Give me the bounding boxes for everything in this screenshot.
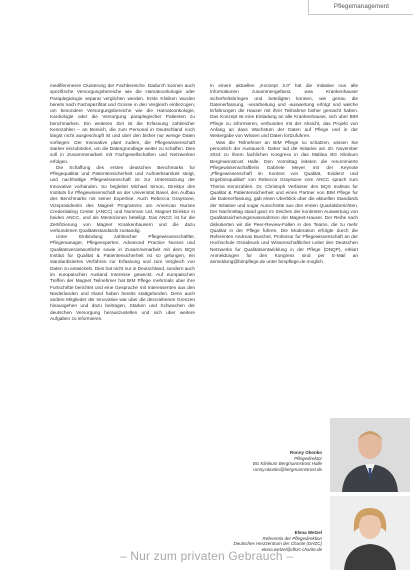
person-email: elena.wetzel@dhzc-charite.de	[261, 546, 322, 552]
person-silhouette-icon	[330, 418, 410, 492]
portrait-photo-1	[330, 418, 410, 492]
section-header: Pflegemanagement	[308, 0, 413, 15]
person-role: Pflegedirektor	[294, 455, 322, 461]
watermark: – Nur zum privaten Gebrauch –	[119, 549, 294, 563]
paragraph: In einem aktuellen „Konzept 2.0“ hat die Initiative nun alle Informationen zusammengefasst, was Krankenhauser sicherheitsbringen und beteiligten konnen, wie genau die Datenerfassung, -verarbeitung und -auswertung erfolgt und welche Erfahrungen die Hauser mit ihrer Teilnahme bisher gemacht haben. Das Konzept ist eine Einladung an alle Krankenhauser, sich uber BIM Pflege zu informieren, verbunden mit der Absicht, das Projekt von Anfang an dass Wachstum der Daten auf Pflege und in der Weitergabe von Wissen und Daten fortzufuhren.	[210, 84, 358, 140]
paragraph: Unter Einbindung zahlreicher Pflegewissenschaftler, Pflegemanager, Pflegeexperten, Advanced Practice Nurses und Qualitatsverantwortliche sowie in Zusammenarbeit mit dem BQS Institut fur Qualitat & Patientensicherheit ist so gelungen, ein standardisiertes Verfahren zur Erfassung und zum Vergleich von Daten zu entwickeln. Dies hat nicht nur in Deutschland, sondern auch im europaischen Ausland Interesse geweckt. Auf europaischen Treffen der Magnet Teilnehmer hat BIM Pflege mehrmals uber ihre Fortschritte berichtet und eine Gesprache mit Interessenten aus den Niederlanden und Irland haben bereits stattgefunden. Denn auch andere Mitglieder der Innovative war uber die descriebenen Grenzen hinausgehen und dazu beitragen, Starken und Schwachen der deutschen Versorgung herauszustellen und sich uber weitere Aufgaben zu informieren.	[50, 235, 195, 322]
person-organization: Deutsches Herzzentrum der Charite (DHZC)	[233, 541, 322, 547]
portrait-caption-1	[220, 450, 322, 472]
person-name: Ronny Okonko	[289, 450, 322, 455]
person-email: ronny.okonko@bergmannstrost.de	[253, 466, 322, 472]
article-left-column	[50, 84, 195, 323]
person-organization: BG Klinikum Bergmannstrost Halle	[252, 461, 322, 467]
article-right-column	[210, 84, 358, 267]
paragraph: Was die Teilnehmer an BIM Pflege so schatzen, wissen Sie personlich der Austausch. Daher lud die Initiative am 20. November 2024 zu ihrem fachlichen Kongress in das Maltina BG Klinikum Bergmannstrost Halle. Den Vormittag leiteten die renommierte Pflegewissenschaftlerin Gabriele Meyer mit der Keynote „Pflegewissenschaft im Kontext von Qualitat, Evidenz und Ergebnisqualitat“ von Rebecca Graystone vom ANCC sprach zum Thema Kennzahlen. Dr. Christoph Verfasser des BQS Instituts fur Qualitat & Patientensicherheit und einen Partner von BIM Pflege fur die Datenerfassung, gab einen Uberblick uber die aktuellen Standards der Initiative und sogar Ausschnitte aus den ersten Quartalsberichten. Der Nachmittag stand ganz im Zeichen der konkreten Auswertung von Qualitatssicherungsmassnahmen der Magnet-Hauser. Der Reihe nach diskutierten wir die Peer-Review-Fallen in den Teams, die zu mehr Qualitat in der Pflege fuhren. Die Moderation erfolgte durch die Referenten Andreas Buscher, Professor fur Pflegewissenschaft an der Hochschule Osnabruck und Wissenschaftlicher Leiter des Deutschen Netzwerks fur Qualitatsentwicklung in der Pflege (DNQP), erklart Anmeldungen fur den Kongress sind per E-Mail an anmeldung@bimpflege.de unter bimpflege.de moglich.	[210, 140, 358, 266]
paragraph: Die Schaffung des ersten deutschen Benchmarks fur Pflegequalitat und Patientensicherheit und Aufmerksamkeit steigt, und nachhaltige Pflegewissenschaft ist zur Unterstutzung der Innovative vorhanden. So begleitet Michael Simon, Direktor des Instituts fur Pflegewissenschaft an der Universitat Basel, den Aufbau des Benchmarks mit seiner Expertise. Auch Rebecca Graystone, Vizeprasidentin des Magnet Programms am American Nurses Credentialing Center (ANCC) und Nursman Ltd, Magnet Direktor in beiden ANCC, und als Mentorinnen beteiligt. Das ANCC ist fur die Zertifizierung von Magnet Krankenhausern und die dazu verbundenen Qualitatsstandards zustandig.	[50, 165, 195, 234]
paragraph: medilfenmeere Clusterung der Fachbereiche. Dadurch konnen auch spezifische Versorgungsbereiche wie die Hamatoonkologie oder Paraplegiologie separat verglichen werden. Erste Kliniken wurden bereits nach Fachspezifitat und Grosse in den Vergleich einbezogen, um besondere Versorgungsbereiche wie die Hamatoonkologie, Kardiologie oder die Versorgung paraplegischer Patienten zu benchmarken. Ein weiteres Ziel ist die Erfassung zahlreicher Kennzahlen – an Bereich, die zum Personal in Deutschland noch langst nicht ausgeschopft ist und uber den bisher nur wenige Daten vorliegen. Der Innovative plant zudem, die Pflegewissenschaft starker einzubinden, um die Datengrundlage weiter zu schaffen. Dies soll in Zusammenarbeit mit Fachgesellschaften und Netzwerken erfolgen.	[50, 84, 195, 165]
person-role: Referentin der Pflegedirektion	[262, 535, 322, 541]
person-name: Elena Wetzel	[294, 530, 322, 535]
